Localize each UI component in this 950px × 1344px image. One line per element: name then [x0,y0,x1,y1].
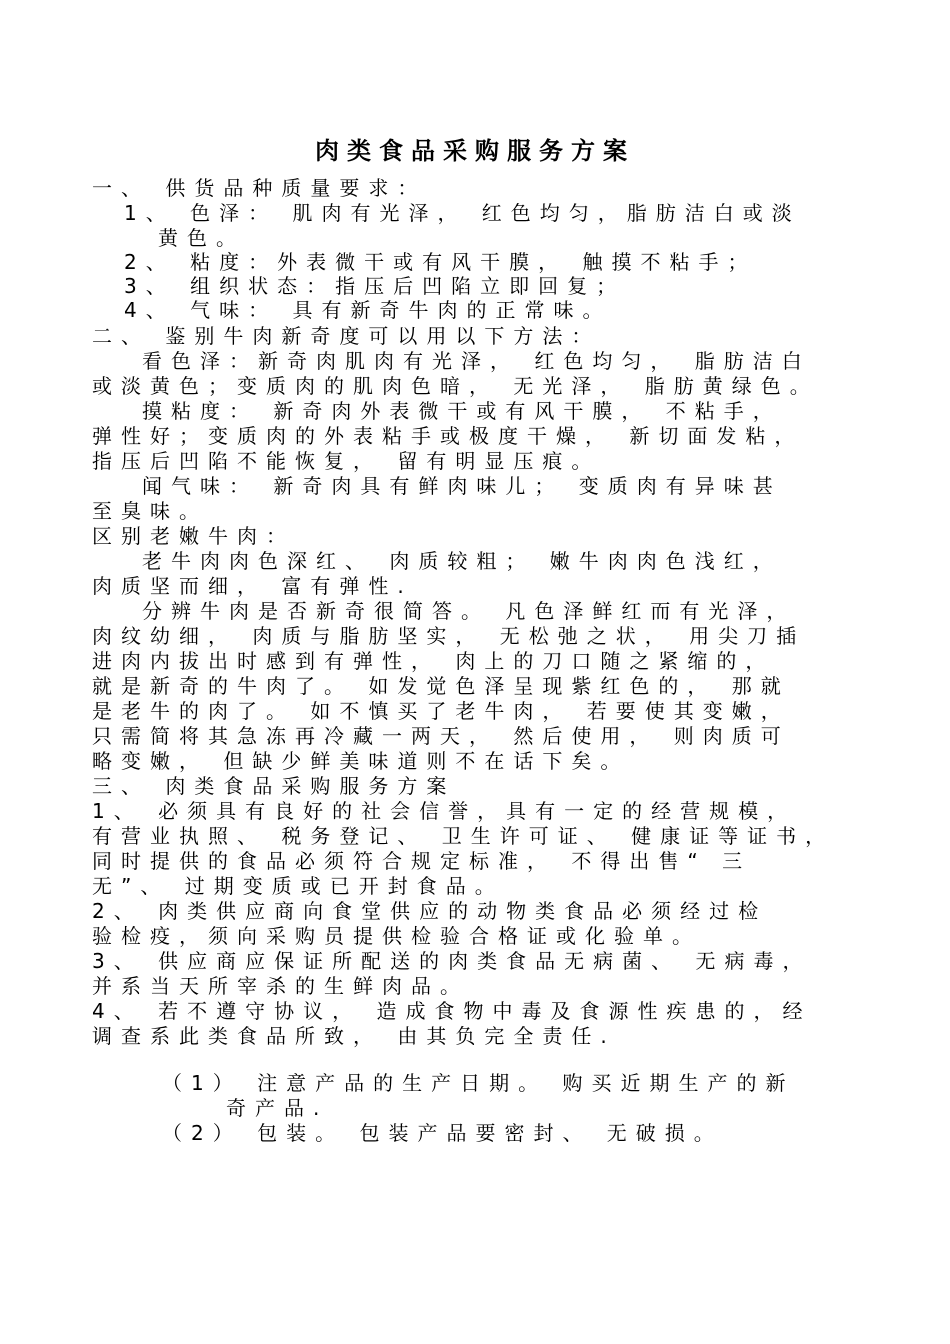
paragraph-line: 分辨牛肉是否新奇很简答。 凡色泽鲜红而有光泽， [142,599,796,623]
list-item: （1） 注意产品的生产日期。 购买近期生产的新 [162,1071,795,1095]
paragraph-line: 有营业执照、 税务登记、 卫生许可证、 健康证等证书， [92,824,835,848]
paragraph-line: 指压后凹陷不能恢复， 留有明显压痕。 [92,449,601,473]
subsection-heading: 区别老嫩牛肉： [92,524,295,548]
paragraph-line: 老牛肉肉色深红、 肉质较粗； 嫩牛肉肉色浅红， [142,549,782,573]
paragraph-line: 3、 组织状态：指压后凹陷立即回复； [124,274,626,298]
paragraph-line: 或淡黄色；变质肉的肌肉色暗， 无光泽， 脂肪黄绿色。 [92,374,819,398]
paragraph-line: 至臭味。 [92,499,208,523]
list-item: （2） 包装。 包装产品要密封、 无破损。 [162,1121,723,1145]
paragraph-line: 进肉内拔出时感到有弹性， 肉上的刀口随之紧缩的， [92,649,775,673]
paragraph-line: 4、 气味： 具有新奇牛肉的正常味。 [124,298,612,322]
paragraph-line: 无”、 过期变质或已开封食品。 [92,874,504,898]
paragraph-line: 摸粘度： 新奇肉外表微干或有风干膜， 不粘手， [142,399,782,423]
paragraph-line: 看色泽：新奇肉肌肉有光泽， 红色均匀， 脂肪洁白 [142,349,811,373]
paragraph-line: 就是新奇的牛肉了。 如发觉色泽呈现紫红色的， 那就 [92,674,790,698]
paragraph-line: 验检疫，须向采购员提供检验合格证或化验单。 [92,924,701,948]
paragraph-line: 肉质坚而细， 富有弹性. [92,574,413,598]
paragraph-line: 1、 必须具有良好的社会信誉，具有一定的经营规模， [92,799,797,823]
section-heading-1: 一、 供货品种质量要求： [92,176,427,200]
paragraph-line: 只需简将其急冻再冷藏一两天， 然后使用， 则肉质可 [92,724,790,748]
paragraph-line: 并系当天所宰杀的生鲜肉品。 [92,974,469,998]
paragraph-line: 闻气味： 新奇肉具有鲜肉味儿； 变质肉有异味甚 [142,474,782,498]
paragraph-line: 弹性好；变质肉的外表粘手或极度干燥， 新切面发粘， [92,424,804,448]
paragraph-line: 是老牛的肉了。 如不慎买了老牛肉， 若要使其变嫩， [92,699,790,723]
section-heading-2: 二、 鉴别牛肉新奇度可以用以下方法： [92,324,601,348]
paragraph-line: 黄色。 [158,226,245,250]
paragraph-line: 2、 肉类供应商向食堂供应的动物类食品必须经过检 [92,899,768,923]
document-title: 肉类食品采购服务方案 [315,137,635,165]
list-item: 奇产品. [226,1096,329,1120]
paragraph-line: 4、 若不遵守协议， 造成食物中毒及食源性疾患的，经 [92,999,812,1023]
paragraph-line: 2、 粘度：外表微干或有风干膜， 触摸不粘手； [124,250,757,274]
section-heading-3: 三、 肉类食品采购服务方案 [92,774,456,798]
paragraph-line: 肉纹幼细， 肉质与脂肪坚实， 无松弛之状， 用尖刀插 [92,624,806,648]
paragraph-line: 调查系此类食品所致， 由其负完全责任. [92,1024,616,1048]
paragraph-line: 略变嫩， 但缺少鲜美味道则不在话下矣。 [92,749,630,773]
paragraph-line: 1、 色泽： 肌肉有光泽， 红色均匀，脂肪洁白或淡 [124,201,801,225]
paragraph-line: 3、 供应商应保证所配送的肉类食品无病菌、 无病毒， [92,949,812,973]
paragraph-line: 同时提供的食品必须符合规定标准， 不得出售“ 三 [92,849,752,873]
